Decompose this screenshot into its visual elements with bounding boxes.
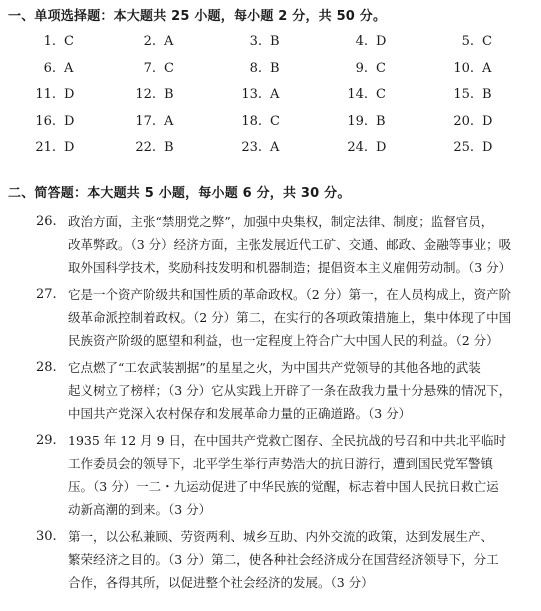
answer-letter: D — [64, 87, 75, 102]
question-number: 15. — [453, 87, 474, 102]
answer-item — [332, 87, 386, 102]
answer-item — [438, 61, 491, 76]
question-number: 21. — [35, 140, 56, 155]
question-number: 13. — [241, 87, 262, 102]
answer-line: 民族资产阶级的愿望和利益，也一定程度上符合广大中国人民的利益。（2 分） — [68, 333, 499, 348]
question-number: 5. — [461, 34, 474, 49]
short-answer-list — [0, 210, 541, 598]
answer-letter: C — [164, 60, 174, 76]
answer-row — [0, 114, 541, 141]
answer-letter: D — [482, 113, 493, 129]
question-number: 2. — [143, 34, 156, 49]
answer-letter: C — [64, 34, 74, 49]
question-number: 4. — [355, 34, 368, 49]
answer-letter: A — [164, 34, 174, 49]
answer-line: 改革弊政。（3 分）经济方面，主张发展近代工矿、交通、邮政、金融等事业；吸 — [68, 237, 512, 252]
answer-letter: D — [64, 113, 75, 129]
answer-item — [226, 34, 280, 49]
question-number: 25. — [453, 140, 474, 155]
answer-letter: B — [164, 87, 174, 102]
answer-item — [226, 140, 279, 155]
answer-line: 起义树立了榜样；（3 分）它从实践上开辟了一条在敌我力量十分悬殊的情况下， — [68, 383, 512, 398]
answer-letter: C — [376, 60, 386, 76]
answer-text — [68, 283, 528, 352]
answer-letter: B — [164, 140, 174, 155]
answer-item — [120, 34, 173, 49]
answer-line: 它点燃了“工农武装割据”的星星之火，为中国共产党领导的其他各地的武装 — [68, 360, 481, 375]
question-number: 17. — [135, 113, 156, 129]
answer-item — [438, 114, 492, 129]
answer-item — [438, 87, 492, 102]
question-number: 27. — [36, 287, 57, 302]
answer-letter: A — [482, 60, 492, 76]
question-number: 19. — [347, 113, 368, 129]
question-number: 10. — [453, 60, 474, 76]
answer-item — [20, 61, 73, 76]
short-answer-item — [0, 429, 541, 521]
answer-row — [0, 34, 541, 61]
answer-item — [438, 140, 492, 155]
multiple-choice-answers — [0, 34, 541, 167]
answer-item — [120, 87, 174, 102]
answer-text — [68, 210, 528, 279]
answer-item — [226, 114, 280, 129]
answer-item — [332, 114, 386, 129]
answer-line: 取外国科学技术，奖励科技发明和机器制造；提倡资本主义雇佣劳动制。（3 分） — [68, 260, 512, 275]
answer-letter: B — [270, 34, 280, 49]
answer-letter: D — [482, 140, 493, 155]
answer-line: 工作委员会的领导下，北平学生举行声势浩大的抗日游行，遭到国民党军警镇 — [68, 456, 494, 471]
answer-item — [332, 61, 386, 76]
question-number: 7. — [143, 60, 156, 76]
answer-text — [68, 356, 528, 425]
answer-line: 级革命派控制着政权。（2 分）第二，在实行的各项政策措施上，集中体现了中国 — [68, 310, 512, 325]
answer-item — [332, 34, 386, 49]
short-answer-item — [0, 525, 541, 594]
answer-item — [20, 114, 74, 129]
answer-letter: D — [376, 140, 387, 155]
answer-text — [68, 429, 528, 521]
answer-item — [226, 87, 279, 102]
answer-line: 1935 年 12 月 9 日，在中国共产党救亡图存、全民抗战的号召和中共北平临时 — [68, 433, 507, 448]
question-number: 9. — [355, 60, 368, 76]
question-number: 14. — [347, 87, 368, 102]
answer-letter: B — [376, 113, 386, 129]
question-number: 1. — [43, 34, 56, 49]
question-number: 29. — [36, 433, 57, 448]
answer-line: 第一，以公私兼顾、劳资两利、城乡互助、内外交流的政策，达到发展生产、 — [68, 529, 494, 544]
answer-line: 它是一个资产阶级共和国性质的革命政权。（2 分）第一，在人员构成上，资产阶 — [68, 287, 512, 302]
question-number: 22. — [135, 140, 156, 155]
answer-letter: D — [376, 34, 387, 49]
answer-text — [68, 525, 528, 594]
answer-letter: D — [64, 140, 75, 155]
answer-item — [438, 34, 492, 49]
short-answer-item — [0, 356, 541, 425]
answer-line: 动新高潮的到来。（3 分） — [68, 502, 212, 517]
question-number: 24. — [347, 140, 368, 155]
section-2-title: 二、简答题：本大题共 5 小题，每小题 6 分，共 30 分。 — [8, 186, 351, 201]
answer-letter: B — [482, 87, 492, 102]
question-number: 28. — [36, 360, 57, 375]
answer-letter: A — [270, 87, 280, 102]
answer-item — [120, 140, 174, 155]
answer-item — [20, 87, 74, 102]
question-number: 26. — [36, 214, 57, 229]
answer-item — [20, 140, 74, 155]
question-number: 8. — [249, 60, 262, 76]
answer-line: 合作，各得其所，以促进整个社会经济的发展。（3 分） — [68, 575, 374, 590]
question-number: 3. — [249, 34, 262, 49]
answer-letter: A — [164, 113, 174, 129]
question-number: 12. — [135, 87, 156, 102]
answer-item — [332, 140, 386, 155]
short-answer-item — [0, 283, 541, 352]
question-number: 20. — [453, 113, 474, 129]
answer-line: 繁荣经济之目的。（3 分）第二，使各种社会经济成分在国营经济领导下，分工 — [68, 552, 499, 567]
question-number: 23. — [241, 140, 262, 155]
question-number: 11. — [35, 87, 56, 102]
answer-row — [0, 87, 541, 114]
answer-item — [120, 61, 174, 76]
answer-row — [0, 140, 541, 167]
answer-line: 政治方面，主张“禁朋党之弊”，加强中央集权，制定法律、制度；监督官员， — [68, 214, 494, 229]
question-number: 6. — [43, 60, 56, 76]
answer-row — [0, 61, 541, 88]
answer-letter: C — [270, 113, 280, 129]
answer-letter: A — [64, 60, 74, 76]
question-number: 16. — [35, 113, 56, 129]
answer-item — [120, 114, 173, 129]
answer-line: 压。（3 分）一二・九运动促进了中华民族的觉醒，标志着中国人民抗日救亡运 — [68, 479, 499, 494]
answer-item — [20, 34, 74, 49]
answer-line: 中国共产党深入农村保存和发展革命力量的正确道路。（3 分） — [68, 406, 412, 421]
short-answer-item — [0, 210, 541, 279]
question-number: 18. — [241, 113, 262, 129]
section-1-title: 一、单项选择题：本大题共 25 小题，每小题 2 分，共 50 分。 — [8, 9, 387, 24]
answer-letter: C — [482, 34, 492, 49]
answer-letter: A — [270, 140, 280, 155]
answer-letter: C — [376, 87, 386, 102]
question-number: 30. — [36, 529, 57, 544]
answer-item — [226, 61, 280, 76]
answer-letter: B — [270, 60, 280, 76]
